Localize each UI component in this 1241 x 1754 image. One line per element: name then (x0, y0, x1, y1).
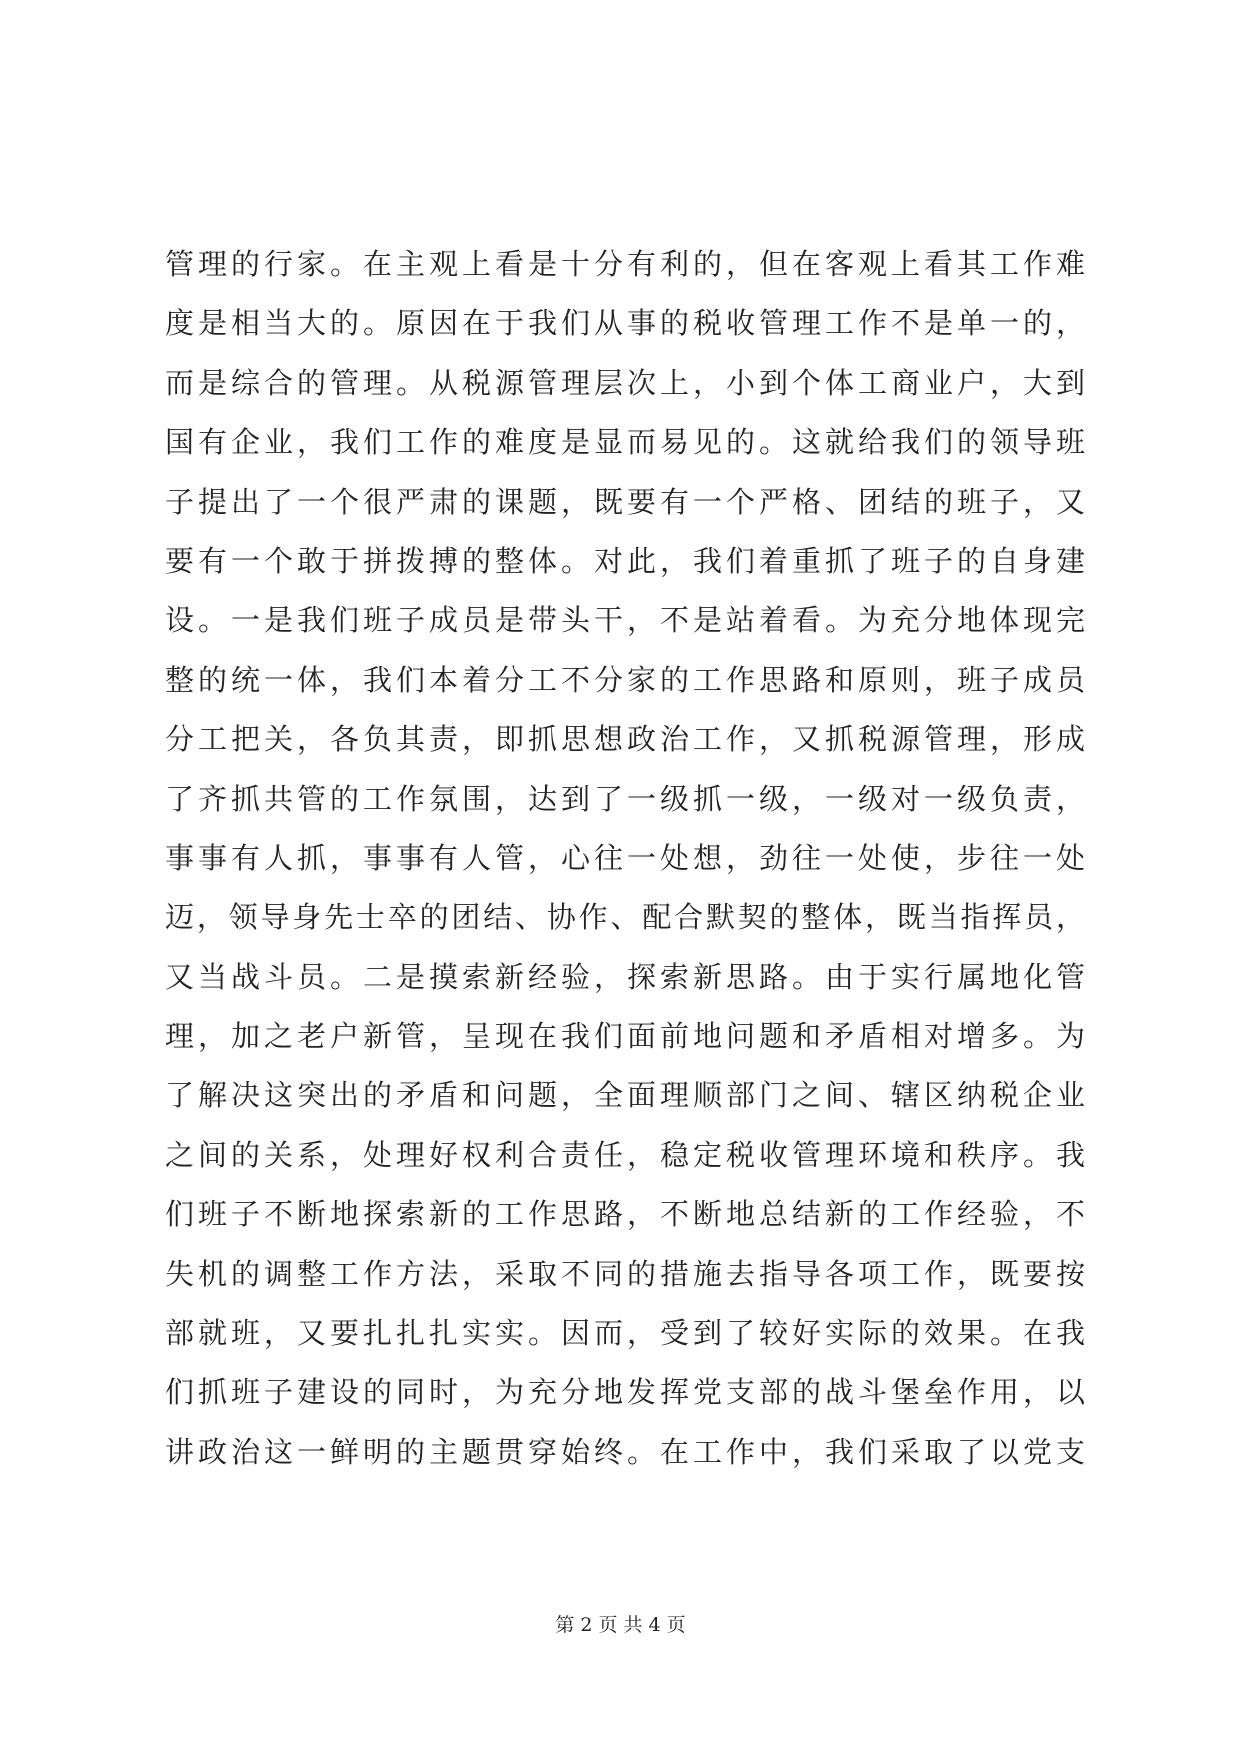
text-line: 们抓班子建设的同时，为充分地发挥党支部的战斗堡垒作用，以 (165, 1375, 1085, 1410)
text-line: 部就班，又要扎扎扎实实。因而，受到了较好实际的效果。在我 (165, 1316, 1085, 1351)
text-line: 整的统一体，我们本着分工不分家的工作思路和原则，班子成员 (165, 662, 1085, 697)
body-text (165, 235, 1085, 1482)
text-line: 设。一是我们班子成员是带头干，不是站着看。为充分地体现完 (165, 603, 1085, 638)
text-line: 事事有人抓，事事有人管，心往一处想，劲往一处使，步往一处 (165, 840, 1085, 875)
text-line: 又当战斗员。二是摸索新经验，探索新思路。由于实行属地化管 (165, 959, 1085, 994)
page-footer: 第 2 页 共 4 页 (555, 1614, 686, 1636)
text-line: 理，加之老户新管，呈现在我们面前地问题和矛盾相对增多。为 (165, 1019, 1085, 1054)
text-line: 讲政治这一鲜明的主题贯穿始终。在工作中，我们采取了以党支 (165, 1434, 1085, 1469)
text-line: 迈，领导身先士卒的团结、协作、配合默契的整体，既当指挥员， (165, 900, 1085, 935)
text-line: 了解决这突出的矛盾和问题，全面理顺部门之间、辖区纳税企业 (165, 1078, 1085, 1113)
text-line: 子提出了一个很严肃的课题，既要有一个严格、团结的班子，又 (165, 484, 1085, 519)
text-line: 管理的行家。在主观上看是十分有利的，但在客观上看其工作难 (165, 247, 1085, 281)
text-line: 要有一个敢于拼拨搏的整体。对此，我们着重抓了班子的自身建 (165, 543, 1085, 578)
text-line: 国有企业，我们工作的难度是显而易见的。这就给我们的领导班 (165, 425, 1085, 460)
text-line: 失机的调整工作方法，采取不同的措施去指导各项工作，既要按 (165, 1256, 1085, 1291)
text-line: 度是相当大的。原因在于我们从事的税收管理工作不是单一的， (165, 306, 1085, 341)
text-line: 而是综合的管理。从税源管理层次上，小到个体工商业户，大到 (165, 365, 1085, 400)
text-line: 之间的关系，处理好权利合责任，稳定税收管理环境和秩序。我 (165, 1137, 1085, 1172)
text-line: 们班子不断地探索新的工作思路，不断地总结新的工作经验，不 (165, 1197, 1085, 1232)
text-line: 分工把关，各负其责，即抓思想政治工作，又抓税源管理，形成 (165, 722, 1085, 757)
text-line: 了齐抓共管的工作氛围，达到了一级抓一级，一级对一级负责， (165, 781, 1085, 816)
